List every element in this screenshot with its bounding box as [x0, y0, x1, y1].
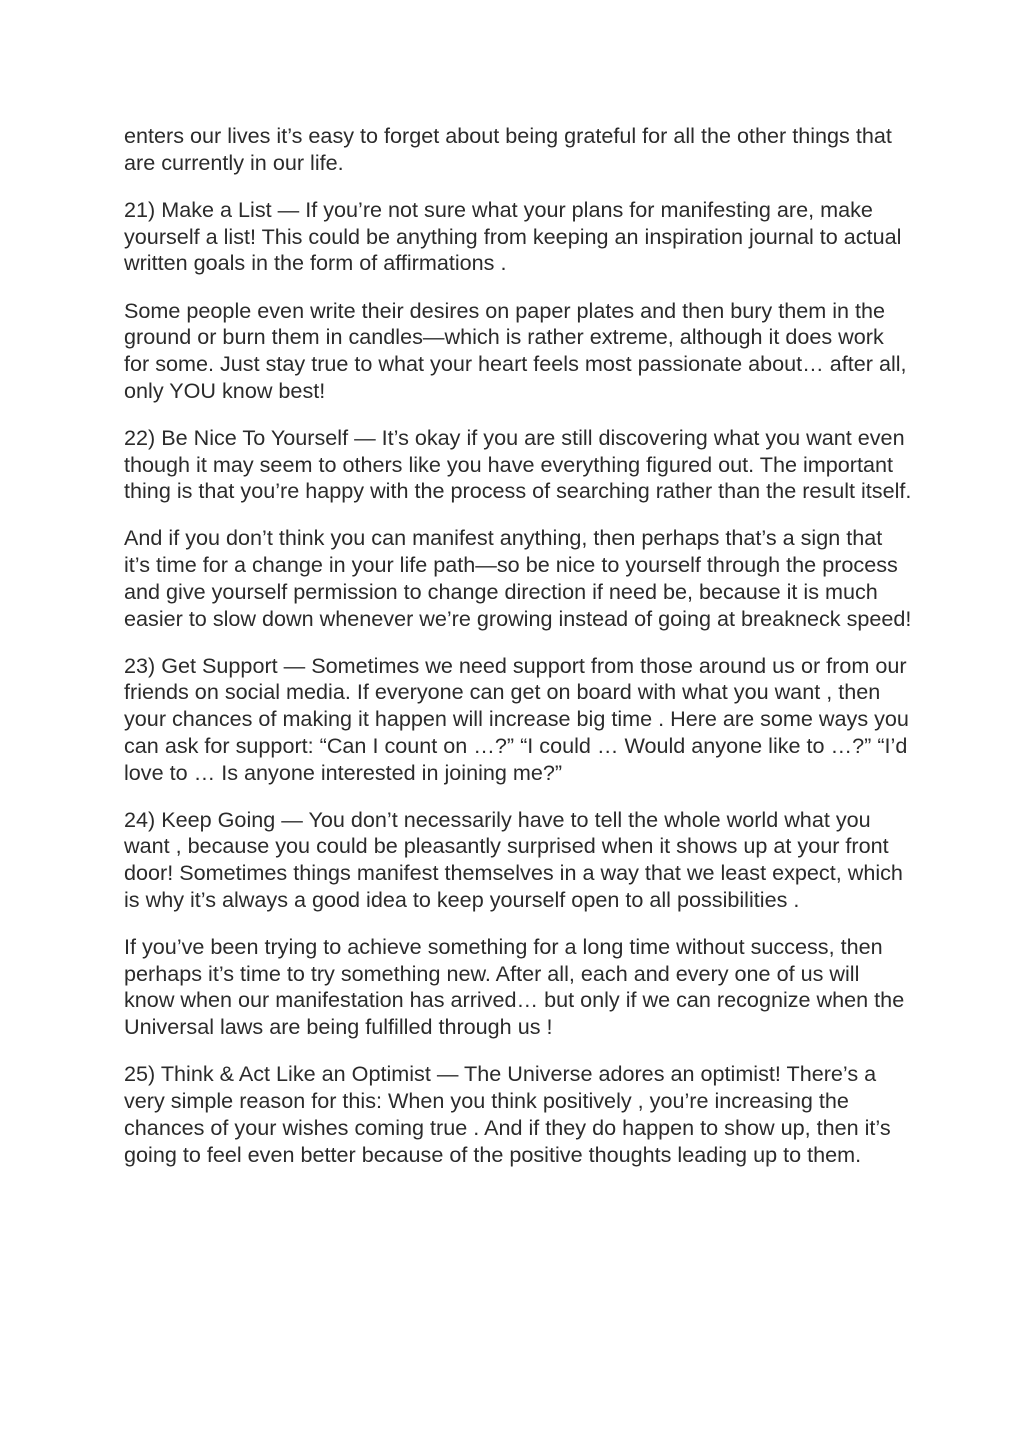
paragraph-item-21: 21) Make a List — If you’re not sure what your plans for manifesting are, make yourself a list! This could be anything from keeping an inspiration journal to actual written goals in the form of affirmations . — [124, 196, 902, 276]
paragraph-item-24-detail: If you’ve been trying to achieve something for a long time without success, then perhaps it’s time to try something new. After all, each and every one of us will know when our manifestation has arrived… but only if we can recognize when the Universal laws are being fulfilled through us ! — [124, 934, 905, 1040]
paragraph-continuation: enters our lives it’s easy to forget about being grateful for all the other things that are currently in our life. — [124, 123, 892, 175]
paragraph-item-23: 23) Get Support — Sometimes we need support from those around us or from our friends on social media. If everyone can get on board with what you want , then your chances of making it happen will increase big time . Here are some ways you can ask for support: “Can I count on …?” “I could … Would anyone like to …?” “I’d love to … Is anyone interested in joining me?” — [124, 652, 909, 785]
paragraph-item-24: 24) Keep Going — You don’t necessarily have to tell the whole world what you want , because you could be pleasantly surprised when it shows up at your front door! Sometimes things manifest themselves in a way that we least expect, which is why it’s always a good idea to keep yourself open to all possibilities . — [124, 806, 903, 912]
paragraph-item-25: 25) Think & Act Like an Optimist — The Universe adores an optimist! There’s a very simple reason for this: When you think positively , you’re increasing the chances of your wishes coming true . And if they do happen to show up, then it’s going to feel even better because of the positive thoughts leading up to them. — [124, 1061, 891, 1167]
paragraph-item-22-detail: And if you don’t think you can manifest anything, then perhaps that’s a sign that it’s time for a change in your life path—so be nice to yourself through the process and give yourself permission to change direction if need be, because it is much easier to slow down whenever we’re growing instead of going at breakneck speed! — [124, 525, 912, 631]
paragraph-item-21-detail: Some people even write their desires on paper plates and then bury them in the ground or burn them in candles—which is rather extreme, although it does work for some. Just stay true to what your heart feels most passionate about… after all, only YOU know best! — [124, 297, 907, 403]
document-body — [124, 123, 914, 1168]
paragraph-item-22: 22) Be Nice To Yourself — It’s okay if you are still discovering what you want even though it may seem to others like you have everything figured out. The important thing is that you’re happy with the process of searching rather than the result itself. — [124, 424, 912, 504]
